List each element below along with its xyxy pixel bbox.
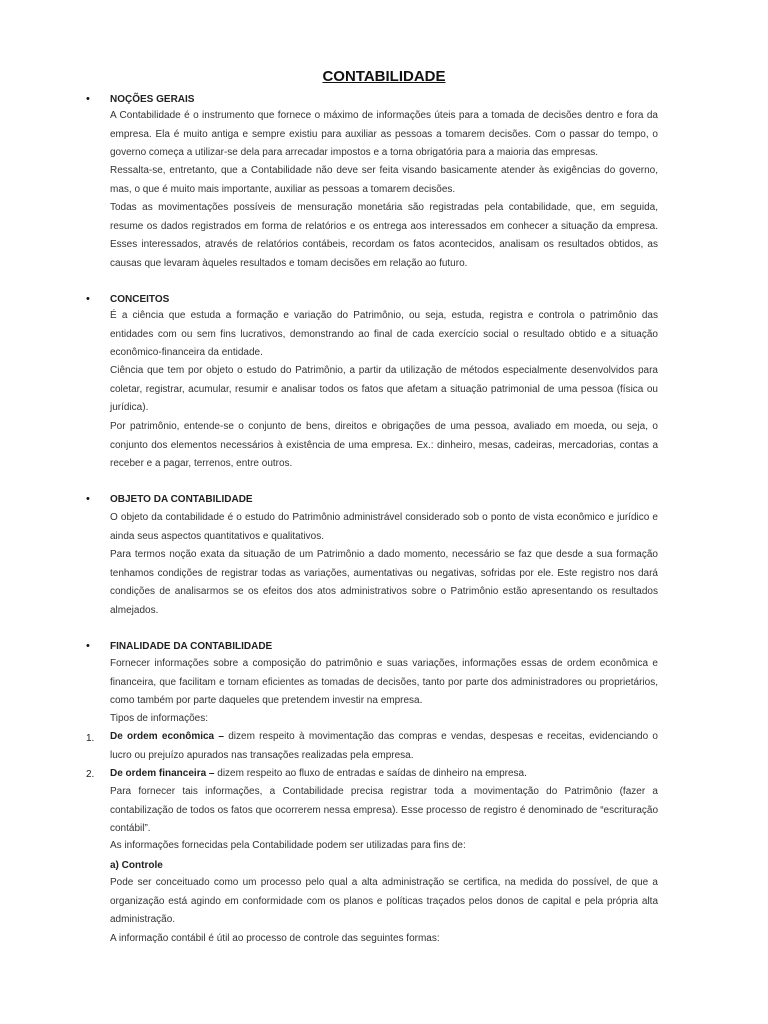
paragraph: A informação contábil é útil ao processo de controle das seguintes formas: (110, 933, 440, 944)
bullet-icon: • (86, 493, 90, 505)
section-heading-finalidade: FINALIDADE DA CONTABILIDADE (110, 641, 273, 652)
list-item (110, 728, 658, 765)
list-item-text: dizem respeito à movimentação das compras e vendas, despesas e receitas, evidenciando o lucro ou prejuízo apurados nas transações realizadas pela empresa. (110, 731, 658, 761)
page-title: CONTABILIDADE (322, 68, 446, 85)
paragraph: Pode ser conceituado como um processo pelo qual a alta administração se certifica, na medida do possível, de que a organização está agindo em conformidade com os planos e políticas traçados pelos donos de capital e pela própria alta administração. (110, 877, 658, 925)
list-item-term: De ordem econômica – (110, 731, 224, 742)
list-item-text: dizem respeito ao fluxo de entradas e saídas de dinheiro na empresa. (214, 768, 527, 779)
paragraph: O objeto da contabilidade é o estudo do Patrimônio administrável considerado sob o ponto de vista econômico e jurídico e ainda seus aspectos quantitativos e qualitativos. (110, 512, 658, 542)
paragraph: Todas as movimentações possíveis de mensuração monetária são registradas pela contabilidade, que, em seguida, resume os dados registrados em forma de relatórios e os entrega aos interessados em conhecer a situação da empresa. Esses interessados, através de relatórios contábeis, recordam os fatos acontecidos, analisam os resultados obtidos, as causas que levaram àqueles resultados e tomam decisões em relação ao futuro. (110, 202, 658, 269)
list-number: 2. (86, 769, 95, 780)
paragraph: As informações fornecidas pela Contabilidade podem ser utilizadas para fins de: (110, 840, 466, 851)
paragraph: A Contabilidade é o instrumento que fornece o máximo de informações úteis para a tomada de decisões dentro e fora da empresa. Ela é muito antiga e sempre existiu para auxiliar as pessoas a tomarem decisões. Com o passar do tempo, o governo começa a utilizar-se dela para arrecadar impostos e a torna obrigatória para a maioria das empresas. (110, 110, 658, 158)
section-heading-conceitos: CONCEITOS (110, 294, 170, 305)
bullet-icon: • (86, 93, 90, 105)
bullet-icon: • (86, 293, 90, 305)
paragraph: Ressalta-se, entretanto, que a Contabilidade não deve ser feita visando basicamente atender às exigências do governo, mas, o que é muito mais importante, auxiliar as pessoas a tomarem decisões. (110, 165, 658, 195)
paragraph: Fornecer informações sobre a composição do patrimônio e suas variações, informações essas de ordem econômica e financeira, que facilitam e tornam eficientes as tomadas de decisões, tanto por parte dos administradores ou proprietários, como também por parte daqueles que pretendem investir na empresa. (110, 658, 658, 706)
section-heading-nocoes-gerais: NOÇÕES GERAIS (110, 94, 195, 105)
subheading-controle: a) Controle (110, 860, 163, 871)
list-number: 1. (86, 733, 95, 744)
section-heading-objeto: OBJETO DA CONTABILIDADE (110, 494, 253, 505)
list-item (110, 765, 658, 784)
paragraph: É a ciência que estuda a formação e variação do Patrimônio, ou seja, estuda, registra e controla o patrimônio das entidades com ou sem fins lucrativos, demonstrando ao final de cada exercício social o resultado obtido e a situação econômico-financeira da entidade. (110, 310, 658, 358)
bullet-icon: • (86, 640, 90, 652)
paragraph: Tipos de informações: (110, 713, 209, 724)
paragraph: Ciência que tem por objeto o estudo do Patrimônio, a partir da utilização de métodos especialmente desenvolvidos para coletar, registrar, acumular, resumir e analisar todos os fatos que afetam a situação patrimonial de uma pessoa (física ou jurídica). (110, 365, 658, 413)
list-item-term: De ordem financeira – (110, 768, 215, 779)
paragraph: Para fornecer tais informações, a Contabilidade precisa registrar toda a movimentação do Patrimônio (fazer a contabilização de todos os fatos que ocorrerem nessa empresa). Esse processo de registro é denominado de “escrituração contábil”. (110, 786, 658, 834)
paragraph: Por patrimônio, entende-se o conjunto de bens, direitos e obrigações de uma pessoa, avaliado em moeda, ou seja, o conjunto dos elementos necessários à existência de uma empresa. Ex.: dinheiro, mesas, cadeiras, mercadorias, contas a receber e a pagar, terrenos, entre outros. (110, 421, 658, 469)
paragraph: Para termos noção exata da situação de um Patrimônio a dado momento, necessário se faz que desde a sua formação tenhamos condições de registrar todas as variações, aumentativas ou negativas, sofridas por ele. Este registro nos dará condições de analisarmos se os efeitos dos atos administrativos sobre o Patrimônio estão apresentando os resultados almejados. (110, 549, 658, 616)
